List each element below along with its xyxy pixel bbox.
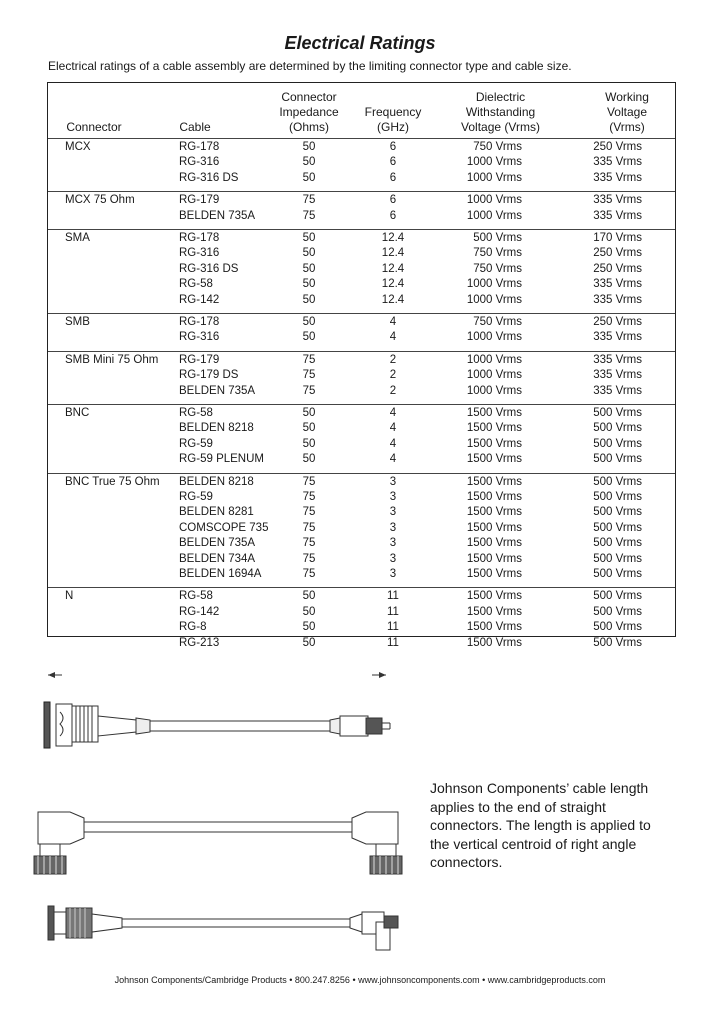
dielectric-cell: 1500 Vrms: [466, 407, 522, 419]
working-voltage-cell: 500 Vrms: [593, 453, 642, 466]
frequency-cell: 3: [389, 537, 397, 550]
intro-text: Electrical ratings of a cable assembly are determined by the limiting connector type and cable size.: [48, 59, 572, 73]
frequency-cell: 4: [389, 437, 397, 450]
group-divider: [48, 138, 675, 139]
frequency-cell: 3: [389, 475, 397, 488]
frequency-cell: 3: [389, 491, 397, 503]
impedance-cell: 50: [302, 316, 316, 328]
dielectric-cell: 1500 Vrms: [466, 636, 522, 649]
frequency-cell: 6: [389, 194, 397, 207]
note-line: connectors. The length is applied to: [430, 817, 651, 833]
impedance-cell: 75: [302, 369, 316, 382]
frequency-cell: 11: [387, 605, 399, 618]
connector-cell: SMB: [65, 316, 90, 328]
table-row: [48, 262, 675, 277]
group-divider: [48, 229, 675, 230]
connector-cell: N: [65, 590, 74, 603]
cable-cell: RG-179: [179, 353, 220, 366]
working-voltage-cell: 335 Vrms: [593, 331, 642, 344]
frequency-cell: 3: [389, 521, 397, 534]
frequency-cell: 12.4: [381, 247, 405, 260]
table-row: [48, 353, 675, 368]
working-voltage-cell: 250 Vrms: [593, 141, 642, 153]
table-row: [48, 193, 675, 208]
impedance-cell: 75: [302, 491, 316, 503]
working-voltage-cell: 500 Vrms: [593, 636, 642, 649]
impedance-cell: 75: [302, 353, 316, 366]
frequency-cell: 6: [389, 171, 397, 184]
working-voltage-cell: 250 Vrms: [593, 262, 642, 275]
connector-cell: MCX 75 Ohm: [65, 194, 135, 207]
dielectric-cell: 750 Vrms: [473, 141, 522, 153]
ratings-table: [47, 82, 676, 649]
table-row: [48, 315, 675, 330]
cable-cell: RG-316 DS: [179, 262, 239, 275]
impedance-cell: 75: [302, 552, 316, 565]
working-voltage-cell: 335 Vrms: [593, 353, 642, 366]
table-header: [48, 90, 675, 138]
impedance-cell: 50: [302, 262, 316, 275]
table-row: [48, 552, 675, 567]
frequency-cell: 11: [387, 590, 399, 603]
dielectric-cell: 500 Vrms: [473, 232, 522, 244]
cable-cell: RG-58: [179, 590, 213, 603]
table-row: [48, 437, 675, 452]
table-row: [48, 246, 675, 261]
impedance-cell: 50: [302, 293, 316, 306]
impedance-cell: 50: [302, 331, 316, 344]
dielectric-cell: 1000 Vrms: [466, 209, 522, 222]
cable-cell: RG-316: [179, 247, 220, 260]
working-voltage-cell: 335 Vrms: [593, 384, 642, 397]
length-arrow-right-icon: [372, 672, 386, 678]
dielectric-cell: 1000 Vrms: [466, 384, 522, 397]
table-row: [48, 620, 675, 635]
cable-cell: RG-178: [179, 141, 220, 153]
working-voltage-cell: 335 Vrms: [593, 156, 642, 169]
cable-cell: RG-58: [179, 407, 213, 419]
dielectric-cell: 1000 Vrms: [466, 278, 522, 291]
table-row: [48, 521, 675, 536]
dielectric-cell: 1000 Vrms: [466, 171, 522, 184]
right-angle-cable-drawing: [34, 812, 402, 874]
cable-cell: RG-8: [179, 621, 207, 634]
impedance-cell: 50: [302, 156, 316, 169]
cable-cell: BELDEN 735A: [179, 209, 256, 222]
frequency-cell: 12.4: [381, 278, 405, 291]
working-voltage-cell: 500 Vrms: [593, 506, 642, 519]
group-divider: [48, 191, 675, 192]
table-row: [48, 155, 675, 170]
cable-cell: RG-316: [179, 331, 220, 344]
table-row: [48, 490, 675, 505]
table-row: [48, 406, 675, 421]
impedance-cell: 50: [302, 422, 316, 435]
table-row: [48, 368, 675, 383]
header-connector: Connector: [66, 120, 122, 134]
note-line: connectors.: [430, 854, 503, 870]
impedance-cell: 75: [302, 521, 316, 534]
impedance-cell: 75: [302, 568, 316, 580]
cable-cell: RG-316: [179, 156, 220, 169]
table-row: [48, 605, 675, 620]
cable-cell: BELDEN 735A: [179, 537, 256, 550]
impedance-cell: 75: [302, 194, 316, 207]
working-voltage-cell: 500 Vrms: [593, 552, 642, 565]
table-row: [48, 536, 675, 551]
dielectric-cell: 750 Vrms: [473, 262, 522, 275]
connector-cell: SMA: [65, 232, 90, 244]
table-row: [48, 384, 675, 399]
impedance-cell: 50: [302, 232, 316, 244]
frequency-cell: 2: [389, 369, 397, 382]
impedance-cell: 50: [302, 278, 316, 291]
cable-cell: BELDEN 8218: [179, 475, 254, 488]
working-voltage-cell: 500 Vrms: [593, 621, 642, 634]
cable-cell: BELDEN 735A: [179, 384, 256, 397]
working-voltage-cell: 335 Vrms: [593, 293, 642, 306]
frequency-cell: 12.4: [381, 232, 405, 244]
working-voltage-cell: 500 Vrms: [593, 407, 642, 419]
table-row: [48, 231, 675, 246]
table-row: [48, 636, 675, 651]
dielectric-cell: 1000 Vrms: [466, 156, 522, 169]
table-row: [48, 140, 675, 155]
frequency-cell: 4: [389, 331, 397, 344]
table-row: [48, 589, 675, 604]
header-dielectric: Dielectric Withstanding Voltage (Vrms): [461, 90, 540, 134]
table-row: [48, 330, 675, 345]
cable-cell: BELDEN 8218: [179, 422, 254, 435]
frequency-cell: 4: [389, 422, 397, 435]
cable-cell: RG-316 DS: [179, 171, 239, 184]
impedance-cell: 50: [302, 590, 316, 603]
group-divider: [48, 473, 675, 474]
footer-contact: Johnson Components/Cambridge Products • 800.247.8256 • www.johnsoncomponents.com • www.cambridgeproducts.com: [114, 975, 606, 985]
working-voltage-cell: 335 Vrms: [593, 171, 642, 184]
group-divider: [48, 351, 675, 352]
dielectric-cell: 1500 Vrms: [466, 552, 522, 565]
cable-cell: RG-178: [179, 316, 220, 328]
working-voltage-cell: 500 Vrms: [593, 491, 642, 503]
frequency-cell: 11: [387, 636, 399, 649]
impedance-cell: 50: [302, 171, 316, 184]
frequency-cell: 4: [389, 453, 397, 466]
table-row: [48, 452, 675, 467]
group-divider: [48, 587, 675, 588]
cable-cell: RG-178: [179, 232, 220, 244]
cable-cell: BELDEN 8281: [179, 506, 254, 519]
dielectric-cell: 1000 Vrms: [466, 293, 522, 306]
impedance-cell: 50: [302, 141, 316, 153]
cable-cell: RG-179 DS: [179, 369, 239, 382]
dielectric-cell: 750 Vrms: [473, 247, 522, 260]
note-line: the vertical centroid of right angle: [430, 835, 637, 852]
connector-cell: BNC True 75 Ohm: [65, 475, 160, 488]
connector-cell: SMB Mini 75 Ohm: [65, 353, 159, 366]
working-voltage-cell: 500 Vrms: [593, 590, 642, 603]
header-cable: Cable: [179, 120, 211, 134]
cable-cell: COMSCOPE 735: [179, 521, 269, 534]
table-row: [48, 293, 675, 308]
table-row: [48, 475, 675, 490]
group-divider: [48, 404, 675, 405]
table-row: [48, 505, 675, 520]
table-row: [48, 277, 675, 292]
length-arrow-left-icon: [48, 672, 62, 678]
cable-cell: RG-59: [179, 437, 213, 450]
impedance-cell: 50: [302, 636, 316, 649]
frequency-cell: 4: [389, 316, 397, 328]
impedance-cell: 50: [302, 453, 316, 466]
table-row: [48, 209, 675, 224]
impedance-cell: 50: [302, 407, 316, 419]
note-line: applies to the end of straight: [430, 798, 606, 815]
frequency-cell: 2: [389, 384, 397, 397]
cable-cell: RG-179: [179, 194, 220, 207]
cable-cell: BELDEN 1694A: [179, 568, 262, 580]
frequency-cell: 6: [389, 141, 397, 153]
cable-length-note: [430, 779, 680, 872]
working-voltage-cell: 335 Vrms: [593, 209, 642, 222]
working-voltage-cell: 335 Vrms: [593, 194, 642, 207]
note-line: Johnson Components’ cable length: [430, 780, 649, 796]
cable-cell: RG-142: [179, 605, 220, 618]
impedance-cell: 50: [302, 247, 316, 260]
impedance-cell: 50: [302, 621, 316, 634]
frequency-cell: 12.4: [381, 262, 405, 275]
working-voltage-cell: 500 Vrms: [593, 437, 642, 450]
dielectric-cell: 1000 Vrms: [466, 353, 522, 366]
header-working: Working Voltage (Vrms): [605, 90, 649, 134]
working-voltage-cell: 500 Vrms: [593, 605, 642, 618]
frequency-cell: 11: [387, 621, 399, 634]
table-row: [48, 171, 675, 186]
frequency-cell: 6: [389, 156, 397, 169]
impedance-cell: 75: [302, 537, 316, 550]
working-voltage-cell: 335 Vrms: [593, 278, 642, 291]
working-voltage-cell: 250 Vrms: [593, 247, 642, 260]
cable-cell: RG-59 PLENUM: [179, 453, 264, 466]
impedance-cell: 75: [302, 384, 316, 397]
working-voltage-cell: 250 Vrms: [593, 316, 642, 328]
dielectric-cell: 1500 Vrms: [466, 537, 522, 550]
connector-cell: BNC: [65, 407, 90, 419]
bnc-straight-cable-drawing: [44, 702, 390, 748]
table-row: [48, 567, 675, 582]
dielectric-cell: 1500 Vrms: [466, 453, 522, 466]
dielectric-cell: 1500 Vrms: [466, 521, 522, 534]
bulkhead-cable-drawing: [48, 906, 398, 950]
dielectric-cell: 1000 Vrms: [466, 369, 522, 382]
dielectric-cell: 1500 Vrms: [466, 437, 522, 450]
working-voltage-cell: 335 Vrms: [593, 369, 642, 382]
working-voltage-cell: 500 Vrms: [593, 568, 642, 580]
header-impedance: Connector Impedance (Ohms): [279, 90, 339, 134]
frequency-cell: 3: [389, 552, 397, 565]
working-voltage-cell: 500 Vrms: [593, 475, 642, 488]
header-frequency: Frequency (GHz): [364, 105, 422, 134]
group-divider: [48, 313, 675, 314]
dielectric-cell: 1000 Vrms: [466, 194, 522, 207]
impedance-cell: 75: [302, 475, 316, 488]
working-voltage-cell: 500 Vrms: [593, 521, 642, 534]
page-title: Electrical Ratings: [284, 33, 436, 53]
dielectric-cell: 1000 Vrms: [466, 331, 522, 344]
table-row: [48, 421, 675, 436]
dielectric-cell: 1500 Vrms: [466, 491, 522, 503]
frequency-cell: 12.4: [381, 293, 405, 306]
impedance-cell: 75: [302, 506, 316, 519]
dielectric-cell: 1500 Vrms: [466, 605, 522, 618]
impedance-cell: 50: [302, 605, 316, 618]
working-voltage-cell: 170 Vrms: [593, 232, 642, 244]
frequency-cell: 6: [389, 209, 397, 222]
cable-cell: BELDEN 734A: [179, 552, 256, 565]
dielectric-cell: 750 Vrms: [473, 316, 522, 328]
dielectric-cell: 1500 Vrms: [466, 568, 522, 580]
impedance-cell: 75: [302, 209, 316, 222]
cable-cell: RG-58: [179, 278, 213, 291]
frequency-cell: 3: [389, 568, 397, 580]
frequency-cell: 2: [389, 353, 397, 366]
cable-cell: RG-142: [179, 293, 220, 306]
cable-cell: RG-213: [179, 636, 220, 649]
cable-cell: RG-59: [179, 491, 213, 503]
working-voltage-cell: 500 Vrms: [593, 537, 642, 550]
dielectric-cell: 1500 Vrms: [466, 506, 522, 519]
connector-cell: MCX: [65, 141, 91, 153]
impedance-cell: 50: [302, 437, 316, 450]
dielectric-cell: 1500 Vrms: [466, 422, 522, 435]
dielectric-cell: 1500 Vrms: [466, 475, 522, 488]
frequency-cell: 4: [389, 407, 397, 419]
dielectric-cell: 1500 Vrms: [466, 621, 522, 634]
dielectric-cell: 1500 Vrms: [466, 590, 522, 603]
working-voltage-cell: 500 Vrms: [593, 422, 642, 435]
frequency-cell: 3: [389, 506, 397, 519]
